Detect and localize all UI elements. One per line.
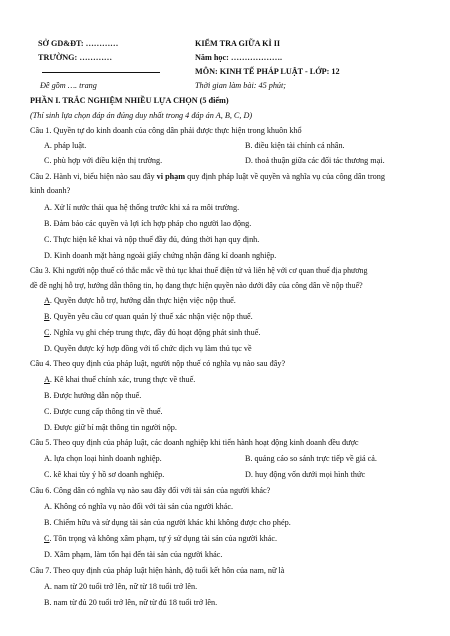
q5-option-b: B. quảng cáo so sánh trực tiếp về giá cả.	[245, 454, 377, 463]
q4-option-d: D. Được giữ bí mật thông tin người nộp.	[44, 423, 177, 432]
q4-option-c: C. Được cung cấp thông tin về thuế.	[44, 407, 163, 416]
question-5-stem: Câu 5. Theo quy định của pháp luật, các doanh nghiệp khi tiến hành hoạt động kinh doanh đều được	[30, 438, 359, 447]
q1-option-b: B. điều kiện tài chính cá nhân.	[245, 141, 345, 150]
q5-option-c: C. kê khai tùy ý hồ sơ doanh nghiệp.	[44, 470, 165, 479]
q6-option-d: D. Xâm phạm, làm tổn hại đến tài sản của người khác.	[44, 550, 223, 559]
question-4-stem: Câu 4. Theo quy định của pháp luật, người nộp thuế có nghĩa vụ nào sau đây?	[30, 359, 286, 368]
q2-option-d: D. Kinh doanh mặt hàng ngoài giấy chứng nhận đăng kí doanh nghiệp.	[44, 251, 277, 260]
part1-instruction: (Thí sinh lựa chọn đáp án đúng duy nhất trong 4 đáp án A, B, C, D)	[30, 111, 253, 120]
q4-option-b: B. Được hướng dẫn nộp thuế.	[44, 391, 142, 400]
header-divider	[42, 72, 160, 73]
exam-title: KIỂM TRA GIỮA KÌ II	[195, 39, 281, 48]
page-count-note: Đề gồm …. trang	[40, 81, 97, 90]
q1-option-d: D. thoả thuận giữa các đối tác thương mại.	[245, 156, 385, 165]
q4-option-a: A. Kê khai thuế chính xác, trung thực về thuế.	[44, 375, 196, 384]
question-2-stem: Câu 2. Hành vi, biểu hiện nào sau đây vi phạm quy định pháp luật về quyền và nghĩa vụ của công dân trong	[30, 172, 385, 181]
q3-option-c: C. Nghĩa vụ ghi chép trung thực, đầy đủ hoạt động phát sinh thuế.	[44, 328, 261, 337]
subject-title: MÔN: KINH TẾ PHÁP LUẬT - LỚP: 12	[195, 67, 340, 76]
q1-option-a: A. pháp luật.	[44, 141, 87, 150]
question-7-stem: Câu 7. Theo quy định của pháp luật hiện hành, độ tuổi kết hôn của nam, nữ là	[30, 566, 285, 575]
department-label: SỞ GD&ĐT: …………	[38, 39, 119, 48]
q1-option-c: C. phù hợp với điều kiện thị trường.	[44, 156, 163, 165]
q7-option-b: B. nam từ đủ 20 tuổi trở lên, nữ từ đủ 18 tuổi trở lên.	[44, 598, 218, 607]
question-3-stem: Câu 3. Khi người nộp thuế có thắc mắc về thủ tục khai thuế điện tử và liên hệ với cơ quan thuế địa phương	[30, 266, 368, 275]
question-2-stem-line2: kinh doanh?	[30, 186, 71, 195]
q5-option-d: D. huy động vốn dưới mọi hình thức	[245, 470, 366, 479]
school-year: Năm học: ……………….	[195, 53, 283, 62]
question-3-stem-line2: đề đề nghị hỗ trợ, hướng dẫn thông tin, họ đang thực hiện quyền nào dưới đây của công dân về nộp thuế?	[30, 281, 363, 290]
q6-option-b: B. Chiếm hữu và sử dụng tài sản của người khác khi không được cho phép.	[44, 518, 291, 527]
time-limit: Thời gian làm bài: 45 phút;	[195, 81, 287, 90]
q3-option-a: A. Quyền được hỗ trợ, hướng dẫn thực hiện việc nộp thuế.	[44, 296, 236, 305]
part1-title: PHẦN I. TRẮC NGHIỆM NHIỀU LỰA CHỌN (5 điểm)	[30, 96, 229, 105]
question-6-stem: Câu 6. Công dân có nghĩa vụ nào sau đây đối với tài sản của người khác?	[30, 486, 271, 495]
q3-option-b: B. Quyền yêu cầu cơ quan quản lý thuế xác nhận việc nộp thuế.	[44, 312, 253, 321]
q6-option-a: A. Không có nghĩa vụ nào đối với tài sản của người khác.	[44, 502, 234, 511]
q7-option-a: A. nam từ 20 tuổi trở lên, nữ từ 18 tuổi trở lên.	[44, 582, 198, 591]
school-label: TRƯỜNG: …………	[38, 53, 113, 62]
q3-option-d: D. Quyền được ký hợp đồng với tổ chức dịch vụ làm thủ tục về	[44, 344, 252, 353]
q6-option-c: C. Tôn trọng và không xâm phạm, tự ý sử dụng tài sản của người khác.	[44, 534, 278, 543]
q2-option-b: B. Đảm bảo các quyền và lợi ích hợp pháp cho người lao động.	[44, 219, 252, 228]
q2-option-c: C. Thực hiện kê khai và nộp thuế đầy đủ, đúng thời hạn quy định.	[44, 235, 260, 244]
question-1-stem: Câu 1. Quyền tự do kinh doanh của công dân phải được thực hiện trong khuôn khổ	[30, 126, 302, 135]
q5-option-a: A. lựa chọn loại hình doanh nghiệp.	[44, 454, 162, 463]
q2-option-a: A. Xử lí nước thải qua hệ thống trước khi xả ra môi trường.	[44, 203, 240, 212]
